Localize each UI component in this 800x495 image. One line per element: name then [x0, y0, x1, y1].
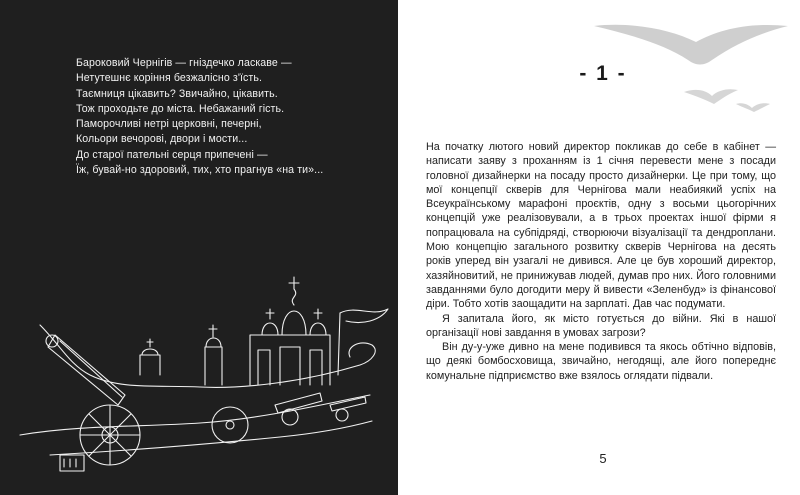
chapter-marker: - 1 - — [579, 62, 627, 85]
poem-line: Таємниця цікавить? Звичайно, цікавить. — [76, 87, 278, 100]
left-page — [0, 0, 398, 495]
poem-line: Бароковий Чернігів — гніздечко ласкаве — — [76, 57, 292, 69]
poem — [76, 56, 376, 178]
poem-line: Нетутешнє коріння безжалісно з'їсть. — [76, 72, 263, 85]
paragraph: Я запитала його, як місто готується до війни. Які в нашої організації нові завдання в умовах загрози? — [426, 312, 776, 339]
poem-line: Паморочливі нетрі церковні, печерні, — [76, 118, 262, 131]
poem-line: Кольори вечорові, двори і мости... — [76, 133, 248, 146]
city-sketch-illustration — [0, 255, 398, 495]
paragraph: На початку лютого новий директор покликав до себе в кабінет — написати заяву з проханням із 1 січня перевести мене з посади головної дизайнерки на посаду просто дизайнерки. Це при тому, що мої концепції скверів для Чернігова мали неабиякий успіх на Всеукраїнському марафоні проєктів, одну з восьми цьогорічних концепцій уже реалізовували, а в трьох проектах іншої фірми я попрацювала на субпідряді, створюючи візуалізації та дендроплани. Мою концепцію загального розвитку скверів Чернігова на десять років уперед він узагалі не дивився. Але це був хороший директор, хазяйновитий, не принижував людей, думав про них. Його головними завданнями було догодити меру й вивести «Зеленбуд» із фінансової діри. Тобто хотів заощадити на зарплаті. Дав час подумати. — [426, 141, 776, 311]
paragraph: Він ду-у-уже дивно на мене подивився та якось обтічно відповів, що деякі бомбосховища, звичайно, негодящі, але його попереднє комунальне підприємство вже взялось оглядати підвали. — [426, 341, 776, 382]
poem-line: Тож проходьте до міста. Небажаний гість. — [76, 102, 285, 115]
poem-line: Їж, бувай-но здоровий, тих, хто прагнув «на ти»... — [76, 164, 324, 177]
right-page — [398, 0, 800, 495]
poem-line: До старої пательні серця припечені — — [76, 148, 268, 161]
body-text — [426, 140, 776, 383]
page-number: 5 — [599, 451, 607, 466]
